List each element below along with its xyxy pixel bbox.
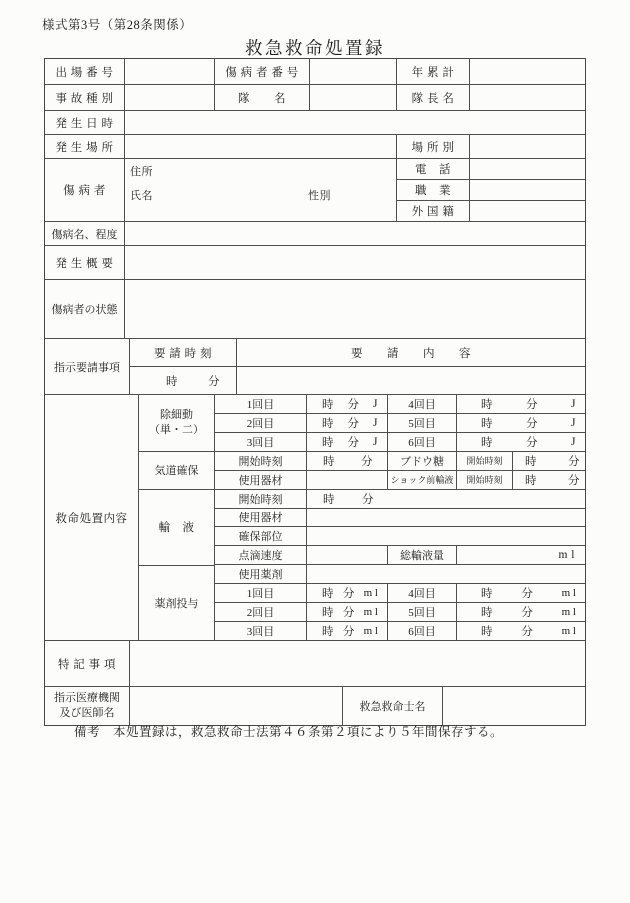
page-title: 救急救命処置録 xyxy=(245,38,385,58)
row-medical-institution xyxy=(45,687,585,725)
row-drug-used xyxy=(215,565,585,584)
label-minute: 分 xyxy=(568,455,580,468)
row-treatment-content xyxy=(45,395,585,641)
label-medical-institution-1: 指示医療機関 xyxy=(54,691,120,704)
row-injury-name xyxy=(45,222,585,246)
label-ml: m l xyxy=(561,587,576,600)
field-drug-3[interactable] xyxy=(307,622,388,640)
instruction-request-block xyxy=(130,339,585,394)
label-defibrillation-2: （単・二） xyxy=(149,423,205,436)
field-secured-site[interactable] xyxy=(307,527,585,545)
field-accident-type[interactable] xyxy=(125,85,215,110)
field-team-leader[interactable] xyxy=(470,85,585,110)
field-team-name[interactable] xyxy=(310,85,397,110)
label-ml: m l xyxy=(561,625,576,638)
label-attempt-5: 5回目 xyxy=(388,603,457,621)
label-patient-condition: 傷病者の状態 xyxy=(45,280,125,338)
label-minute: 分 xyxy=(208,375,220,388)
label-hour: 時 xyxy=(322,626,334,639)
label-medical-institution xyxy=(45,687,130,725)
label-drip-rate: 点滴速度 xyxy=(215,546,307,564)
row-request-header xyxy=(130,339,585,367)
label-attempt-5: 5回目 xyxy=(388,414,457,432)
label-hour: 時 xyxy=(481,436,493,449)
label-ml: m l xyxy=(363,587,378,600)
label-minute: 分 xyxy=(526,398,538,411)
label-paramedic-name: 救急救命士名 xyxy=(343,687,443,725)
label-team-name: 隊 名 xyxy=(215,85,310,110)
label-joule: J xyxy=(373,435,378,448)
row-drip-rate xyxy=(215,546,585,565)
label-attempt-1: 1回目 xyxy=(215,395,307,413)
label-team-leader: 隊 長 名 xyxy=(397,85,470,110)
field-airway-equipment[interactable] xyxy=(307,471,388,489)
label-airway-equipment: 使用器材 xyxy=(215,471,307,489)
label-occurrence-place: 発 生 場 所 xyxy=(45,135,125,158)
field-glucose-time[interactable] xyxy=(513,452,585,470)
field-drug-5[interactable] xyxy=(457,603,585,621)
row-defib-2 xyxy=(215,414,585,433)
label-minute: 分 xyxy=(568,474,580,487)
field-defib-6[interactable] xyxy=(457,433,585,451)
row-drug-3 xyxy=(215,622,585,640)
label-patient: 傷 病 者 xyxy=(45,159,125,221)
label-joule: J xyxy=(571,416,576,429)
field-occurrence-datetime[interactable] xyxy=(125,111,585,134)
label-name: 氏名 xyxy=(130,190,153,202)
record-table xyxy=(44,58,586,726)
label-medical-institution-2: 及び医師名 xyxy=(59,707,115,719)
row-occurrence-summary xyxy=(45,246,585,280)
label-hour: 時 xyxy=(481,417,493,430)
field-dispatch-no[interactable] xyxy=(125,59,215,84)
label-ml: m l xyxy=(558,549,575,562)
label-patient-no: 傷 病 者 番 号 xyxy=(215,59,310,84)
field-infusion-start-time[interactable] xyxy=(307,490,585,508)
row-occurrence-datetime xyxy=(45,111,585,135)
label-drug-admin: 薬剤投与 xyxy=(154,597,199,610)
label-total-infusion: 総輸液量 xyxy=(388,546,457,564)
form-number-note: 様式第3号（第28条関係） xyxy=(42,18,193,32)
label-phone: 電 話 xyxy=(397,159,470,179)
treatment-detail-rows xyxy=(215,395,585,640)
label-minute: 分 xyxy=(342,626,355,639)
label-sex: 性別 xyxy=(308,190,331,202)
label-attempt-4: 4回目 xyxy=(388,584,457,602)
row-request-value xyxy=(130,367,585,394)
group-infusion xyxy=(139,490,214,565)
field-paramedic-name[interactable] xyxy=(443,687,585,725)
label-instruction-request: 指示要請事項 xyxy=(45,339,130,394)
label-occupation: 職 業 xyxy=(397,180,470,200)
label-hour: 時 xyxy=(481,607,493,620)
field-request-content[interactable] xyxy=(237,367,585,394)
label-minute: 分 xyxy=(362,493,374,506)
label-hour: 時 xyxy=(525,455,537,468)
label-defibrillation-1: 除細動 xyxy=(160,408,194,421)
field-defib-2[interactable] xyxy=(307,414,388,432)
label-infusion-start-time: 開始時刻 xyxy=(215,490,307,508)
row-airway-equipment xyxy=(215,471,585,490)
label-ml: m l xyxy=(363,625,378,638)
label-pre-shock-start-time: 開始時刻 xyxy=(457,471,513,489)
group-defibrillation xyxy=(139,395,214,452)
field-occurrence-summary[interactable] xyxy=(125,246,585,279)
field-drip-rate[interactable] xyxy=(307,546,388,564)
field-pre-shock-time[interactable] xyxy=(513,471,585,489)
label-hour: 時 xyxy=(481,588,493,601)
field-defib-4[interactable] xyxy=(457,395,585,413)
field-airway-start-time[interactable] xyxy=(307,452,388,470)
row-special-notes xyxy=(45,641,585,687)
field-drug-1[interactable] xyxy=(307,584,388,602)
label-foreign-nationality: 外 国 籍 xyxy=(397,201,470,221)
row-secured-site xyxy=(215,527,585,546)
label-secured-site: 確保部位 xyxy=(215,527,307,545)
label-hour: 時 xyxy=(481,398,493,411)
field-defib-1[interactable] xyxy=(307,395,388,413)
field-patient-info[interactable] xyxy=(125,159,397,221)
row-occurrence-place xyxy=(45,135,585,159)
row-patient xyxy=(45,159,585,222)
label-place-type: 場 所 別 xyxy=(397,135,470,158)
label-treatment-content: 救命処置内容 xyxy=(45,395,139,640)
label-airway-start-time: 開始時刻 xyxy=(215,452,307,470)
field-patient-no[interactable] xyxy=(310,59,397,84)
label-hour: 時 xyxy=(323,455,335,468)
label-minute: 分 xyxy=(521,626,534,639)
field-phone[interactable] xyxy=(470,159,585,179)
label-joule: J xyxy=(373,397,378,410)
label-hour: 時 xyxy=(166,375,178,388)
patient-right-block xyxy=(397,159,585,221)
label-minute: 分 xyxy=(342,588,355,601)
row-foreign-nationality xyxy=(397,201,585,221)
retention-remark: 備考 本処置録は，救急救命士法第４６条第２項により５年間保存する。 xyxy=(74,725,504,739)
field-occupation[interactable] xyxy=(470,180,585,200)
label-occurrence-datetime: 発 生 日 時 xyxy=(45,111,125,134)
field-infusion-equipment[interactable] xyxy=(307,509,585,527)
row-occupation xyxy=(397,180,585,201)
field-drug-2[interactable] xyxy=(307,603,388,621)
field-defib-3[interactable] xyxy=(307,433,388,451)
label-attempt-3: 3回目 xyxy=(215,622,307,640)
label-hour: 時 xyxy=(322,588,334,601)
field-year-total[interactable] xyxy=(470,59,585,84)
row-drug-1 xyxy=(215,584,585,603)
label-airway: 気道確保 xyxy=(154,465,199,478)
label-hour: 時 xyxy=(322,436,334,449)
label-minute: 分 xyxy=(521,588,534,601)
label-request-time: 要 請 時 刻 xyxy=(130,339,237,366)
label-hour: 時 xyxy=(322,607,334,620)
label-joule: J xyxy=(571,397,576,410)
field-total-infusion[interactable] xyxy=(457,546,585,564)
label-address: 住所 xyxy=(130,166,153,178)
label-accident-type: 事 故 種 別 xyxy=(45,85,125,110)
field-occurrence-place[interactable] xyxy=(125,135,397,158)
label-minute: 分 xyxy=(526,417,538,430)
row-defib-1 xyxy=(215,395,585,414)
label-year-total: 年 累 計 xyxy=(397,59,470,84)
label-request-content: 要 請 内 容 xyxy=(351,347,471,360)
label-attempt-3: 3回目 xyxy=(215,433,307,451)
label-glucose-start-time: 開始時刻 xyxy=(457,452,513,470)
label-attempt-6: 6回目 xyxy=(388,622,457,640)
field-injury-name[interactable] xyxy=(125,222,585,245)
field-patient-condition[interactable] xyxy=(125,280,585,338)
label-pre-shock-infusion: ショック前輸液 xyxy=(388,471,457,489)
label-special-notes: 特 記 事 項 xyxy=(45,641,130,686)
row-drug-2 xyxy=(215,603,585,622)
row-defib-3 xyxy=(215,433,585,452)
label-minute: 分 xyxy=(361,455,373,468)
treatment-group-column xyxy=(139,395,214,640)
row-accident xyxy=(45,85,585,111)
row-patient-condition xyxy=(45,280,585,339)
label-hour: 時 xyxy=(481,626,493,639)
label-infusion: 輸 液 xyxy=(158,522,195,535)
label-infusion-equipment: 使用器材 xyxy=(215,509,307,527)
label-minute: 分 xyxy=(347,417,360,430)
field-drug-used[interactable] xyxy=(307,565,585,583)
label-hour: 時 xyxy=(525,474,537,487)
row-instruction-request xyxy=(45,339,585,395)
label-attempt-2: 2回目 xyxy=(215,603,307,621)
group-drug-admin xyxy=(139,566,214,640)
label-attempt-2: 2回目 xyxy=(215,414,307,432)
label-ml: m l xyxy=(561,606,576,619)
field-medical-institution[interactable] xyxy=(130,687,343,725)
row-dispatch xyxy=(45,59,585,85)
label-occurrence-summary: 発 生 概 要 xyxy=(45,246,125,279)
row-infusion-start xyxy=(215,490,585,509)
label-attempt-4: 4回目 xyxy=(388,395,457,413)
label-attempt-1: 1回目 xyxy=(215,584,307,602)
field-request-time[interactable] xyxy=(130,367,237,394)
field-defib-5[interactable] xyxy=(457,414,585,432)
label-hour: 時 xyxy=(322,398,334,411)
field-drug-4[interactable] xyxy=(457,584,585,602)
field-special-notes[interactable] xyxy=(130,641,585,686)
label-minute: 分 xyxy=(526,436,538,449)
row-airway-start xyxy=(215,452,585,471)
label-dispatch-no: 出 場 番 号 xyxy=(45,59,125,84)
row-infusion-equipment xyxy=(215,509,585,528)
field-foreign-nationality[interactable] xyxy=(470,201,585,221)
label-hour: 時 xyxy=(323,493,335,506)
label-minute: 分 xyxy=(347,436,360,449)
field-place-type[interactable] xyxy=(470,135,585,158)
label-attempt-6: 6回目 xyxy=(388,433,457,451)
label-drug-used: 使用薬剤 xyxy=(215,565,307,583)
label-ml: m l xyxy=(363,606,378,619)
label-injury-name: 傷病名、程度 xyxy=(45,222,125,245)
label-minute: 分 xyxy=(521,607,534,620)
label-joule: J xyxy=(373,416,378,429)
group-airway xyxy=(139,452,214,490)
field-drug-6[interactable] xyxy=(457,622,585,640)
label-minute: 分 xyxy=(342,607,355,620)
label-glucose: ブドウ糖 xyxy=(388,452,457,470)
label-joule: J xyxy=(571,435,576,448)
row-phone xyxy=(397,159,585,180)
label-hour: 時 xyxy=(322,417,334,430)
label-minute: 分 xyxy=(347,398,360,411)
